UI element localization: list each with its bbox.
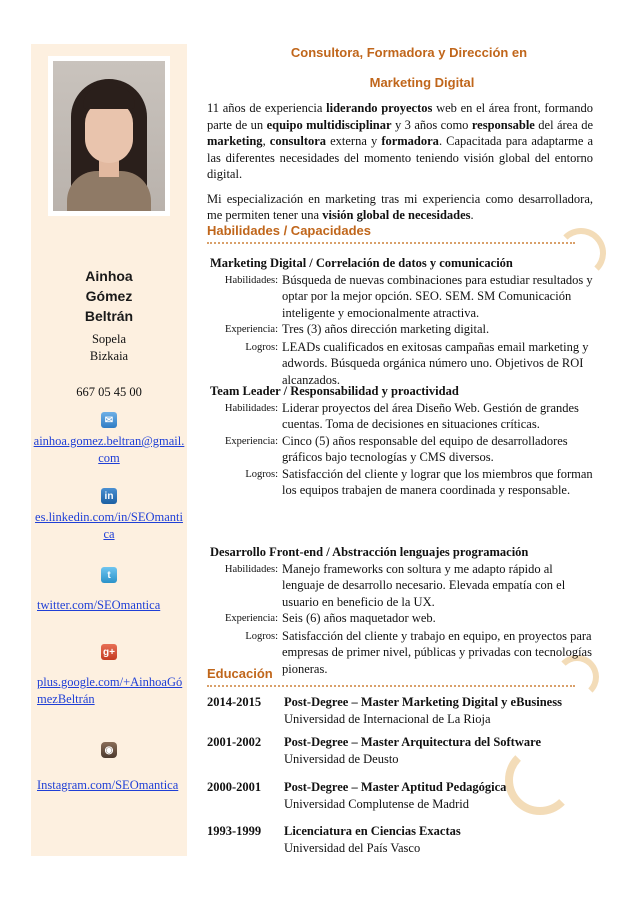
row-text: LEADs cualificados en exitosas campañas email marketing y adwords. Búsqueda orgánica número uno. Objetivos de ROI alcanzados.: [282, 339, 589, 387]
education-years: 2001-2002: [207, 735, 262, 749]
intro-paragraph-2: Mi especialización en marketing tras mi experiencia como desarrolladora, me permiten tener una visión global de necesidades.: [207, 191, 593, 222]
education-item: [207, 823, 597, 856]
education-school: Universidad de Internacional de La Rioja: [284, 711, 491, 726]
education-school: Universidad del País Vasco: [284, 840, 421, 855]
row-label: Logros:: [245, 341, 278, 353]
main-content: [207, 38, 593, 224]
skill-title: Marketing Digital / Correlación de datos y comunicación: [210, 256, 513, 270]
education-years: 2014-2015: [207, 695, 262, 709]
row-text: Manejo frameworks con soltura y me adapto rápido al lenguaje de desarrollo necesario. Elevada empatía con el usuario en beneficio de la UX.: [282, 561, 566, 609]
linkedin-icon: in: [101, 488, 117, 504]
row-label: Logros:: [245, 630, 278, 642]
googleplus-icon: g+: [101, 644, 117, 660]
googleplus-link[interactable]: plus.google.com/+AinhoaGómezBeltrán: [37, 675, 183, 706]
row-label: Habilidades:: [224, 402, 278, 414]
instagram-link[interactable]: Instagram.com/SEOmantica: [37, 778, 179, 792]
sidebar: [31, 44, 187, 856]
email-icon: ✉: [101, 412, 117, 428]
row-text: Cinco (5) años responsable del equipo de desarrolladores gráficos bajo tecnologías y CMS diversos.: [282, 433, 568, 464]
education-degree: Post-Degree – Master Marketing Digital y eBusiness: [284, 695, 562, 709]
skill-block: [210, 544, 596, 677]
skill-block: [210, 383, 596, 499]
row-label: Habilidades:: [224, 563, 278, 575]
person-name: Ainhoa Gómez Beltrán: [84, 268, 134, 324]
row-text: Liderar proyectos del área Diseño Web. Gestión de grandes cuentas. Toma de decisiones en situaciones críticas.: [282, 400, 579, 431]
phone-number: 667 05 45 00: [76, 385, 142, 399]
education-school: Universidad Complutense de Madrid: [284, 796, 470, 811]
row-text: Satisfacción del cliente y lograr que los miembros que forman los equipos trabajen de manera coordinada y responsable.: [282, 466, 593, 497]
education-item: [207, 734, 597, 767]
linkedin-link[interactable]: es.linkedin.com/in/SEOmantica: [35, 510, 183, 541]
education-degree: Post-Degree – Master Arquitectura del Software: [284, 735, 541, 749]
section-title-education: Educación: [207, 666, 273, 681]
instagram-icon: ◉: [101, 742, 117, 758]
twitter-link[interactable]: twitter.com/SEOmantica: [37, 598, 161, 612]
row-text: Satisfacción del cliente y trabajo en equipo, en proyectos para empresas de primer nivel, públicas y privadas con tecnologías pioneras.: [282, 628, 592, 676]
skill-title: Team Leader / Responsabilidad y proactividad: [210, 384, 459, 398]
intro-paragraph-1: 11 años de experiencia liderando proyectos web en el área front, formando parte de un equipo multidisciplinar y 3 años como responsable del área de marketing, consultora externa y formadora. Capacitada para adaptarme a las diferentes necesidades del momento teniendo visión global del entorno digital.: [207, 101, 594, 181]
row-label: Experiencia:: [224, 613, 278, 624]
row-text: Seis (6) años maquetador web.: [282, 611, 436, 625]
education-years: 1993-1999: [207, 824, 262, 838]
education-degree: Post-Degree – Master Aptitud Pedagógica: [284, 780, 507, 794]
row-label: Experiencia:: [224, 324, 278, 335]
twitter-icon: t: [101, 567, 117, 583]
education-degree: Licenciatura en Ciencias Exactas: [284, 824, 461, 838]
location: Sopela Bizkaia: [89, 332, 129, 363]
row-text: Búsqueda de nuevas combinaciones para estudiar resultados y optar por la mejor opción. SEO. SEM. SM Comunicación inteligente y emocionalmente atractiva.: [282, 272, 593, 320]
section-title-skills: Habilidades / Capacidades: [207, 223, 372, 238]
headline: Consultora, Formadora y Dirección en Marketing Digital: [290, 45, 528, 90]
row-label: Logros:: [245, 468, 278, 480]
skill-block: [210, 255, 596, 388]
education-years: 2000-2001: [207, 780, 262, 794]
education-item: [207, 779, 597, 812]
skill-title: Desarrollo Front-end / Abstracción lenguajes programación: [210, 545, 529, 559]
email-link[interactable]: ainhoa.gomez.beltran@gmail.com: [33, 434, 185, 465]
row-label: Experiencia:: [224, 435, 278, 447]
education-school: Universidad de Deusto: [284, 751, 399, 766]
profile-photo: [48, 56, 170, 216]
intro-summary: [207, 100, 593, 224]
section-divider: [207, 242, 575, 244]
education-item: [207, 694, 597, 727]
row-label: Habilidades:: [224, 274, 278, 286]
section-divider: [207, 685, 575, 687]
row-text: Tres (3) años dirección marketing digital.: [282, 322, 490, 336]
